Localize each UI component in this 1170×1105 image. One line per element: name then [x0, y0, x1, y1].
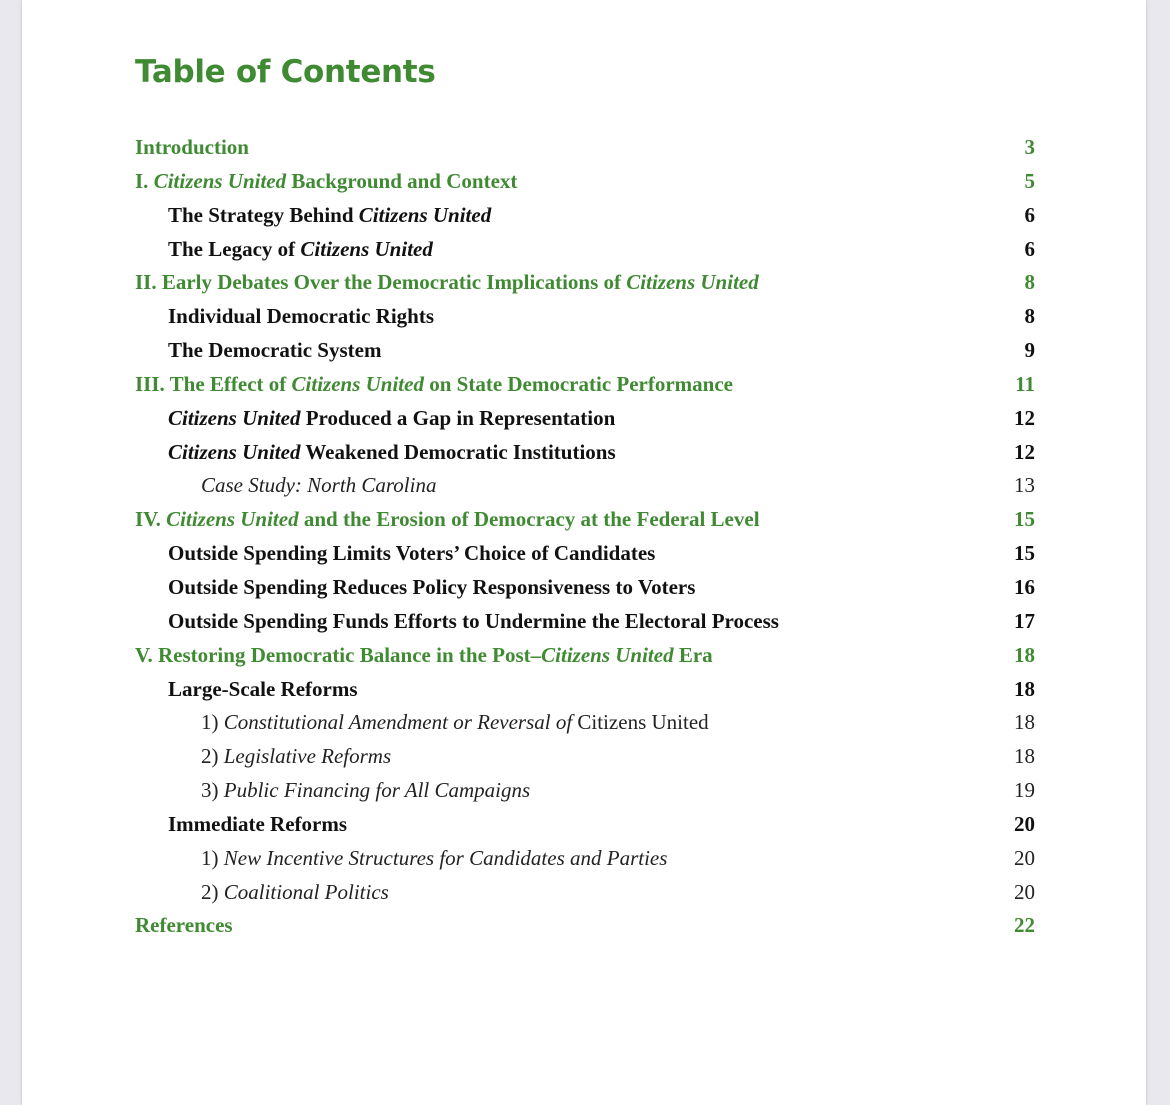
toc-entry-level-3[interactable] [135, 876, 1035, 910]
toc-entry-page-number: 18 [1014, 744, 1035, 769]
toc-list [135, 131, 1035, 943]
toc-entry-title [135, 740, 391, 774]
toc-entry-title-part: 1) [201, 710, 219, 735]
toc-entry-page-number: 5 [1024, 168, 1035, 193]
toc-entry-page-number: 15 [1014, 541, 1035, 566]
toc-entry-title-part: 1) [201, 845, 219, 870]
toc-entry-title-part: Citizens United [577, 710, 709, 735]
toc-entry-title [135, 233, 433, 267]
toc-entry-level-2[interactable] [135, 402, 1035, 436]
toc-entry-title-part: on State Democratic Performance [423, 371, 734, 396]
toc-entry-title [135, 808, 347, 842]
toc-entry-page-number: 3 [1024, 135, 1035, 159]
toc-entry-title [135, 368, 733, 402]
toc-entry-level-2[interactable] [135, 673, 1035, 707]
toc-entry-level-1[interactable] [135, 165, 1035, 199]
toc-entry-level-2[interactable] [135, 199, 1035, 233]
toc-entry-level-2[interactable] [135, 300, 1035, 334]
toc-entry-title [135, 131, 249, 165]
toc-entry-level-1[interactable] [135, 131, 1035, 165]
toc-entry-title-part: The Democratic System [168, 338, 382, 363]
toc-entry-title-part: The Strategy Behind [168, 202, 359, 227]
toc-entry-title-part: Introduction [135, 135, 249, 159]
toc-entry-level-3[interactable] [135, 842, 1035, 876]
toc-entry-title-part: Era [673, 642, 713, 667]
toc-entry-title-part: Immediate Reforms [168, 811, 348, 836]
toc-entry-title [135, 842, 667, 876]
toc-entry-title-part: Citizens United [153, 168, 287, 193]
toc-entry-page-number: 12 [1014, 405, 1035, 430]
toc-entry-level-1[interactable] [135, 368, 1035, 402]
toc-entry-page-number: 12 [1014, 439, 1035, 464]
toc-entry-level-2[interactable] [135, 436, 1035, 470]
toc-entry-page-number: 19 [1014, 778, 1035, 803]
toc-entry-level-2[interactable] [135, 233, 1035, 267]
toc-entry-title-part: 3) [201, 778, 219, 803]
toc-entry-title [135, 334, 381, 368]
page-title: Table of Contents [135, 54, 436, 90]
toc-entry-page-number: 11 [1015, 371, 1035, 396]
toc-entry-title-part: Legislative Reforms [218, 744, 392, 769]
toc-entry-title-part: Citizens United [300, 236, 433, 261]
toc-entry-title-part: Coalitional Politics [218, 879, 389, 904]
toc-entry-title [135, 673, 358, 707]
toc-entry-level-1[interactable] [135, 909, 1035, 943]
toc-entry-title-part: Outside Spending Limits Voters’ Choice of Candidates [168, 541, 656, 566]
toc-entry-title-part: Outside Spending Funds Efforts to Undermine the Electoral Process [168, 608, 779, 633]
toc-entry-level-2[interactable] [135, 808, 1035, 842]
toc-entry-page-number: 17 [1014, 608, 1035, 633]
toc-entry-level-3[interactable] [135, 469, 1035, 503]
toc-entry-title [135, 909, 233, 943]
toc-entry-level-1[interactable] [135, 639, 1035, 673]
toc-entry-title-part: References [135, 913, 233, 938]
toc-entry-title [135, 571, 695, 605]
toc-entry-page-number: 15 [1014, 507, 1035, 532]
toc-entry-title [135, 876, 389, 910]
toc-entry-page-number: 6 [1024, 236, 1035, 261]
document-page [22, 0, 1146, 1105]
toc-entry-title-part: New Incentive Structures for Candidates and Parties [218, 845, 668, 870]
toc-entry-title-part: Weakened Democratic Institutions [300, 439, 616, 464]
toc-entry-title [135, 402, 615, 436]
toc-entry-title-part: Case Study: North Carolina [201, 473, 437, 498]
toc-entry-title [135, 537, 655, 571]
toc-entry-page-number: 8 [1024, 270, 1035, 295]
toc-entry-title-part: Produced a Gap in Representation [300, 405, 616, 430]
toc-entry-level-3[interactable] [135, 774, 1035, 808]
toc-entry-title [135, 199, 491, 233]
toc-entry-level-2[interactable] [135, 334, 1035, 368]
toc-entry-title-part: 2) [201, 879, 219, 904]
toc-entry-title-part: Citizens United [541, 642, 674, 667]
toc-entry-page-number: 18 [1014, 676, 1035, 701]
toc-entry-page-number: 8 [1024, 304, 1035, 329]
toc-entry-title-part: II. Early Debates Over the Democratic Implications of [135, 270, 627, 295]
toc-entry-page-number: 9 [1024, 338, 1035, 363]
toc-entry-level-2[interactable] [135, 571, 1035, 605]
toc-entry-title [135, 706, 709, 740]
toc-entry-title [135, 639, 713, 673]
toc-entry-title-part: Citizens United [168, 439, 301, 464]
toc-entry-title [135, 165, 517, 199]
toc-entry-title [135, 774, 530, 808]
toc-entry-title-part: Citizens United [291, 371, 424, 396]
toc-entry-title [135, 503, 760, 537]
toc-entry-page-number: 6 [1024, 202, 1035, 227]
toc-entry-title-part: The Legacy of [168, 236, 301, 261]
toc-entry-title-part: V. Restoring Democratic Balance in the Post– [135, 642, 542, 667]
toc-entry-title-part: 2) [201, 744, 219, 769]
toc-entry-page-number: 18 [1014, 710, 1035, 735]
toc-entry-title-part: I. [135, 168, 154, 193]
toc-entry-page-number: 18 [1014, 642, 1035, 667]
toc-entry-title-part: and the Erosion of Democracy at the Federal Level [298, 507, 760, 532]
toc-entry-title-part: Large-Scale Reforms [168, 676, 358, 701]
toc-entry-level-3[interactable] [135, 706, 1035, 740]
toc-entry-page-number: 20 [1014, 811, 1035, 836]
toc-entry-page-number: 20 [1014, 845, 1035, 870]
toc-entry-title [135, 605, 779, 639]
toc-entry-title-part: Citizens United [626, 270, 759, 295]
toc-entry-level-2[interactable] [135, 605, 1035, 639]
toc-entry-title-part: Citizens United [168, 405, 301, 430]
toc-entry-title [135, 266, 759, 300]
toc-entry-title [135, 436, 616, 470]
toc-entry-level-1[interactable] [135, 503, 1035, 537]
toc-entry-title-part: Constitutional Amendment or Reversal of [218, 710, 578, 735]
toc-entry-level-3[interactable] [135, 740, 1035, 774]
toc-entry-page-number: 13 [1014, 473, 1035, 498]
toc-entry-title-part: III. The Effect of [135, 371, 292, 396]
toc-entry-page-number: 16 [1014, 574, 1035, 599]
toc-entry-title-part: Background and Context [286, 168, 518, 193]
toc-entry-title-part: Citizens United [358, 202, 492, 227]
toc-entry-title-part: Outside Spending Reduces Policy Responsiveness to Voters [168, 574, 696, 599]
toc-entry-title-part: IV. [135, 507, 167, 532]
toc-entry-level-2[interactable] [135, 537, 1035, 571]
toc-entry-title-part: Public Financing for All Campaigns [218, 778, 531, 803]
toc-entry-title-part: Citizens United [166, 507, 299, 532]
toc-entry-title [135, 469, 436, 503]
toc-entry-level-1[interactable] [135, 266, 1035, 300]
toc-entry-page-number: 20 [1014, 879, 1035, 904]
toc-entry-title [135, 300, 434, 334]
toc-entry-page-number: 22 [1014, 913, 1035, 938]
toc-entry-title-part: Individual Democratic Rights [168, 304, 435, 329]
